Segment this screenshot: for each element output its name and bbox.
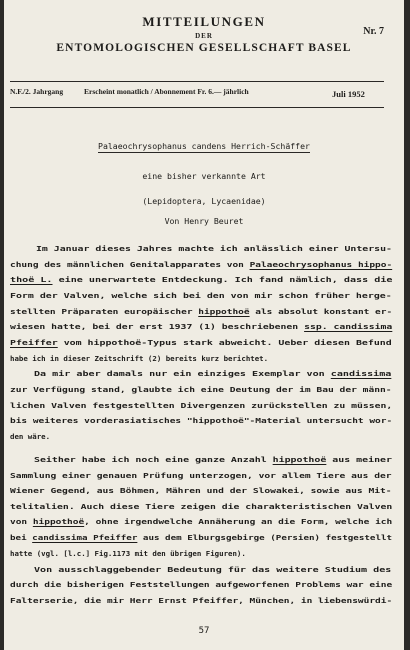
body-text-segment: durch die bisherigen Feststellungen aufgeworfenen Problems war eine: [10, 580, 393, 589]
body-line: [10, 355, 268, 362]
body-line: [10, 487, 392, 494]
journal-title: MITTEILUNGEN: [142, 14, 266, 29]
body-text-segment: stellten Präparaten europäischer: [10, 307, 199, 316]
article-title: Palaeochrysophanus candens Herrich-Schäffer: [98, 141, 310, 151]
body-text-segment: Wiener Gegend, aus Böhmen, Mähren und der Slowakei, sowie aus Mit-: [10, 486, 392, 495]
body-text-segment: zur Verfügung stand, glaubte ich eine Deutung der im Bau der männ-: [10, 385, 392, 394]
journal-title-connector: DER: [195, 32, 213, 40]
article-title-wrapper: [4, 141, 404, 151]
body-text-segment: , ohne irgendwelche Annäherung an die Form, welche ich: [84, 517, 393, 526]
body-text-segment: chung des männlichen Genitalapparates von: [10, 260, 250, 269]
body-underlined-text: thoë L.: [10, 275, 53, 284]
body-text-segment: lichen Valven festgestellten Divergenzen zurückstellen zu müssen,: [10, 401, 393, 410]
body-text-segment: aus meiner: [326, 455, 392, 464]
body-text-segment: Seither habe ich noch eine ganze Anzahl: [34, 455, 273, 464]
body-underlined-text: ssp. candissima: [304, 322, 393, 331]
body-underlined-text: hippothoë: [272, 455, 327, 464]
body-text-segment: wiesen hatte, bei der erst 1937 (1) beschriebenen: [10, 322, 305, 331]
body-line: [10, 292, 392, 299]
body-text-segment: vom hippothoë-Typus stark abweicht. Ueber diesen Befund: [57, 338, 392, 347]
body-text-segment: aus dem Elburgsgebirge (Persien) festgestellt: [137, 533, 393, 542]
body-line: [34, 456, 392, 463]
header-rule-top: [10, 81, 384, 82]
body-line: [10, 261, 392, 268]
body-line: [10, 308, 392, 315]
body-line: [10, 472, 392, 479]
body-line: [10, 550, 246, 557]
body-line: [10, 386, 392, 393]
article-classification: (Lepidoptera, Lycaenidae): [142, 196, 266, 206]
body-text-segment: eine unerwartete Entdeckung. Ich fand nämlich, dass die: [52, 275, 393, 284]
body-underlined-text: candissima: [330, 369, 392, 378]
body-line: [10, 433, 50, 440]
body-line: [10, 402, 392, 409]
body-text-segment: habe ich in dieser Zeitschrift (2) bereits kurz berichtet.: [10, 354, 269, 363]
issue-number: Nr. 7: [363, 26, 384, 37]
body-text-segment: Im Januar dieses Jahres machte ich anlässlich einer Untersu-: [36, 244, 392, 253]
body-line: [10, 534, 392, 541]
volume-label: N.F./2. Jahrgang: [10, 87, 64, 96]
body-line: [34, 566, 391, 573]
body-text-segment: Falterserie, die mir Herr Ernst Pfeiffer, München, in liebenswürdi-: [10, 596, 393, 605]
body-text-segment: Sammlung einer genauen Prüfung unterzogen, vor allem Tiere aus der: [10, 471, 392, 480]
body-line: [10, 503, 392, 510]
issue-date: Juli 1952: [332, 89, 365, 99]
article-subtitle: eine bisher verkannte Art: [142, 171, 266, 181]
body-underlined-text: Pfeiffer: [10, 338, 58, 347]
subscription-info: Erscheint monatlich / Abonnement Fr. 6.— jährlich: [84, 87, 249, 96]
body-text-segment: Da mir aber damals nur ein einziges Exemplar von: [34, 369, 331, 378]
body-text-segment: Von ausschlaggebender Bedeutung für das weitere Studium des: [34, 565, 392, 574]
body-line: [36, 245, 392, 252]
body-line: [10, 581, 392, 588]
body-text-segment: bei: [10, 533, 33, 542]
body-underlined-text: Palaeochrysophanus hippo-: [249, 260, 393, 269]
body-line: [10, 518, 392, 525]
article-author: Von Henry Beuret: [164, 216, 244, 226]
body-text-segment: Form der Valven, welche sich bei den von mir schon früher herge-: [10, 291, 392, 300]
body-line: [10, 417, 392, 424]
body-line: [34, 370, 391, 377]
body-text-segment: bis weiteres vorderasiatisches "hippothoë"-Material untersucht wor-: [10, 416, 393, 425]
body-underlined-text: hippothoë: [32, 517, 85, 526]
page-number: 57: [198, 626, 210, 636]
body-text-segment: von: [10, 517, 33, 526]
header-rule-bottom: [10, 107, 384, 108]
body-line: [10, 323, 392, 330]
body-text-segment: hatte (vgl. [l.c.] Fig.1173 mit den übrigen Figuren).: [10, 549, 246, 558]
body-underlined-text: candissima Pfeiffer: [32, 533, 138, 542]
body-text-segment: telitalien. Auch diese Tiere zeigen die charakteristischen Valven: [10, 502, 393, 511]
journal-page: [4, 0, 404, 650]
body-underlined-text: hippothoë: [198, 307, 250, 316]
body-line: [10, 597, 392, 604]
body-line: [10, 339, 392, 346]
journal-subtitle: ENTOMOLOGISCHEN GESELLSCHAFT BASEL: [56, 42, 352, 54]
body-line: [10, 276, 392, 283]
body-text-segment: als absolut konstant er-: [249, 307, 393, 316]
body-text-segment: den wäre.: [10, 432, 51, 441]
